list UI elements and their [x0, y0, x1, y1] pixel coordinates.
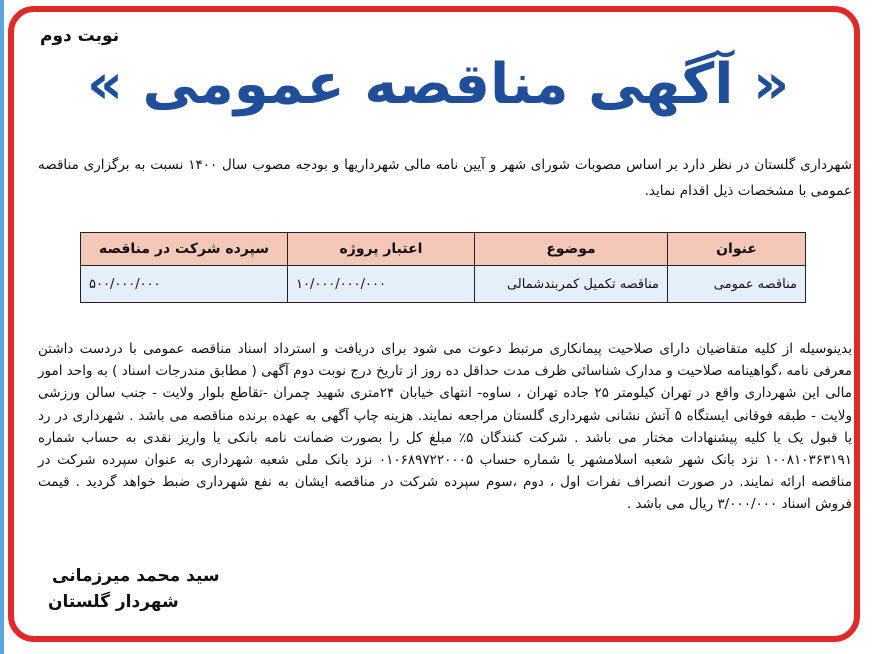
body-paragraph: بدینوسیله از کلیه متقاضیان دارای صلاحیت پیمانکاری مرتبط دعوت می شود برای دریافت و استرداد اسناد مناقصه عمومی با دردست داشتن معرفی نامه ،گواهینامه صلاحیت و مدارک شناسائی ظرف مدت حداقل ده روز از تاریخ درج نوبت دوم آگهی ( مطابق مندرجات اسناد ) به واحد امور مالی این شهرداری واقع در تهران کیلومتر ۲۵ جاده تهران ، ساوه- انتهای خیابان ۲۴متری شهید چمران -تقاطع بلوار ولایت - جنب سالن ورزشی ولایت - طبقه فوقانی ایستگاه ۵ آتش نشانی شهرداری گلستان مراجعه نمایند. هزینه چاپ آگهی به عهده برنده مناقصه می باشد . شهرداری در رد یا قبول یک یا کلیه پیشنهادات مختار می باشد . شرکت کنندگان ۵٪ مبلغ کل را بصورت ضمانت نامه بانکی یا واریز نقدی به حساب شماره ۱۰۰۸۱۰۳۶۳۱۹۱ نزد بانک شهر شعبه اسلامشهر یا شماره حساب ۰۱۰۶۸۹۷۲۲۰۰۰۵ نزد بانک ملی شعبه شهرداری به عنوان سپرده شرکت در مناقصه ارائه نمایند. در صورت انصراف نفرات اول ، دوم ،سوم سپرده شرکت در مناقصه ایشان به نفع شهرداری ضبط خواهد گردید . قیمت فروش اسناد ۳/۰۰۰/۰۰۰ ریال می باشد . [38, 341, 852, 513]
table-header-row [81, 233, 806, 266]
notice-title: « آگهی مناقصه عمومی » [86, 52, 790, 117]
table-cell: مناقصه تکمیل کمربندشمالی [475, 266, 668, 303]
round-label: نوبت دوم [40, 26, 120, 46]
tender-table [80, 232, 806, 303]
table-header: سپرده شرکت در مناقصه [81, 233, 288, 266]
intro-paragraph: شهرداری گلستان در نظر دارد بر اساس مصوبات شورای شهر و آیین نامه مالی شهرداریها و بودجه مصوب سال ۱۴۰۰ نسبت به برگزاری مناقصه عمومی با مشخصات ذیل اقدام نماید. [38, 157, 852, 199]
signature-name: سید محمد میرزمانی [52, 566, 220, 586]
table-header: عنوان [668, 233, 806, 266]
table-cell: ۱۰/۰۰۰/۰۰۰/۰۰۰ [288, 266, 475, 303]
table-header: اعتبار پروژه [288, 233, 475, 266]
table-cell: ۵۰۰/۰۰۰/۰۰۰ [81, 266, 288, 303]
signature-title: شهردار گلستان [48, 592, 179, 612]
table-row [81, 266, 806, 303]
table-cell: مناقصه عمومی [668, 266, 806, 303]
table-header: موضوع [475, 233, 668, 266]
